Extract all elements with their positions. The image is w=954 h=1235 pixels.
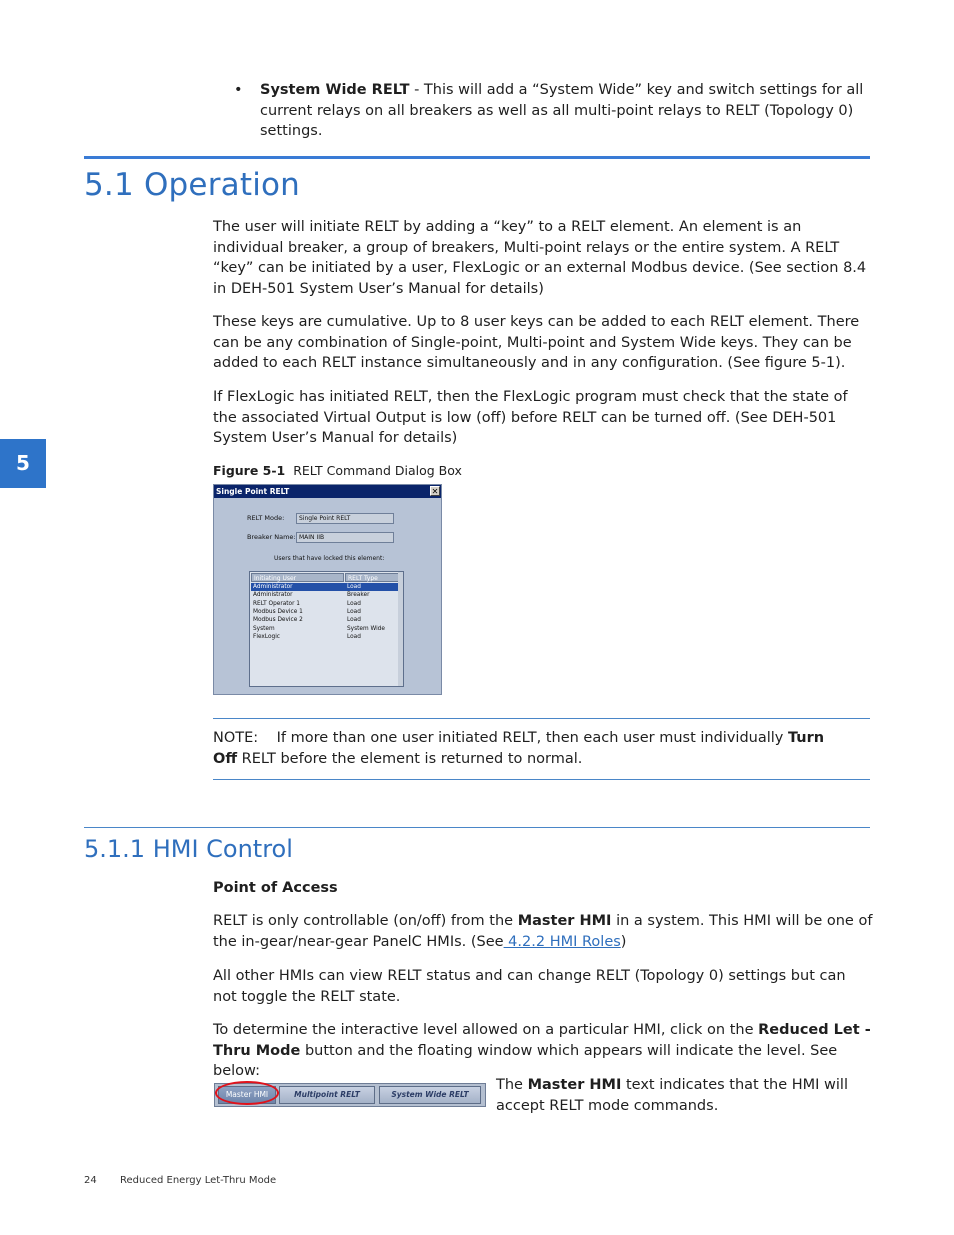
paragraph-1: The user will initiate RELT by adding a “key” to a RELT element. An element is an individual breaker, a group of breakers, Multi-point relays or the entire system. A RELT “key” can be initiated by a user, FlexLogic or an external Modbus device. (See section 8.4 in DEH-501 System User’s Manual for details) bbox=[213, 219, 867, 297]
note-text-before: If more than one user initiated RELT, then each user must individually bbox=[276, 730, 788, 746]
list-item-user: System bbox=[253, 625, 275, 632]
list-item-user: Administrator bbox=[253, 584, 293, 590]
figure-caption-text: RELT Command Dialog Box bbox=[293, 463, 462, 478]
pa-text-end: ) bbox=[620, 933, 627, 950]
pa-text-mid: in a system. This HMI will be one of the in-gear/near-gear PanelC HMIs. (See bbox=[213, 913, 873, 950]
highlight-ellipse bbox=[215, 1081, 279, 1105]
pa-bold: Master HMI bbox=[517, 913, 612, 929]
close-icon: ✕ bbox=[431, 487, 439, 496]
subsection-heading: 5.1.1 HMI Control bbox=[84, 835, 293, 863]
bullet-text: - This will add a “System Wide” key and switch settings for all current relays on all breakers as well as all multi-point relays to RELT (Topology 0) settings. bbox=[260, 82, 864, 139]
note-rule-top bbox=[213, 718, 870, 719]
list-item-type: Load bbox=[347, 584, 361, 590]
bullet-marker: • bbox=[234, 82, 243, 98]
relt-mode-label: RELT Mode: bbox=[247, 514, 285, 522]
dialog-title: Single Point RELT bbox=[214, 485, 441, 498]
list-scrollbar bbox=[398, 572, 403, 686]
pc-text-before: To determine the interactive level allowed on a particular HMI, click on the bbox=[213, 1022, 759, 1038]
master-hmi-button: Master HMI bbox=[218, 1086, 276, 1104]
users-list bbox=[249, 571, 404, 687]
pc-bold: Reduced Let - Thru Mode bbox=[213, 1022, 871, 1059]
list-item bbox=[251, 633, 403, 641]
figure-label: Figure 5-1 bbox=[213, 463, 286, 478]
paragraph-master-hmi bbox=[213, 911, 873, 952]
column-header-type: RELT Type bbox=[345, 573, 399, 582]
list-item bbox=[251, 608, 403, 616]
master-hmi-description bbox=[496, 1075, 872, 1116]
hmi-roles-link[interactable]: 4.2.2 HMI Roles bbox=[503, 933, 621, 950]
side-text-before: The bbox=[496, 1077, 528, 1093]
note-bold: Turn Off bbox=[213, 730, 825, 767]
list-item-user: RELT Operator 1 bbox=[253, 600, 300, 607]
hmi-button-strip bbox=[214, 1083, 486, 1107]
note-text-after: RELT before the element is returned to normal. bbox=[237, 750, 583, 767]
list-item bbox=[251, 591, 403, 599]
list-item-user: Modbus Device 1 bbox=[253, 608, 303, 615]
system-wide-relt-button: System Wide RELT bbox=[379, 1086, 481, 1104]
note-rule-bottom bbox=[213, 779, 870, 780]
list-item bbox=[251, 625, 403, 633]
pa-text-before: RELT is only controllable (on/off) from the bbox=[213, 913, 518, 929]
list-item-user: FlexLogic bbox=[253, 633, 280, 640]
bullet-term: System Wide RELT bbox=[260, 82, 410, 98]
multipoint-relt-button: Multipoint RELT bbox=[279, 1086, 375, 1104]
list-item bbox=[251, 583, 403, 591]
figure-caption bbox=[213, 463, 462, 478]
paragraph-3: If FlexLogic has initiated RELT, then the FlexLogic program must check that the state of the associated Virtual Output is low (off) before RELT can be turned off. (See DEH-501 System User’s Manual for details) bbox=[213, 389, 848, 446]
subsection-rule bbox=[84, 827, 870, 828]
list-item-user: Administrator bbox=[253, 592, 293, 599]
paragraph-interactive-level bbox=[213, 1020, 873, 1082]
column-header-user: Initiating User bbox=[251, 573, 344, 582]
side-text-after: text indicates that the HMI will accept RELT mode commands. bbox=[496, 1077, 848, 1114]
note-prefix: NOTE: bbox=[213, 730, 259, 746]
point-of-access-title: Point of Access bbox=[213, 880, 338, 896]
chapter-tab: 5 bbox=[0, 439, 46, 488]
list-item-type: Load bbox=[347, 600, 361, 607]
footer-title: Reduced Energy Let-Thru Mode bbox=[120, 1175, 277, 1186]
pc-text-after: button and the floating window which appears will indicate the level. See below: bbox=[213, 1042, 838, 1079]
breaker-name-field: MAIN IIB bbox=[296, 532, 394, 543]
list-item-type: Load bbox=[347, 617, 361, 624]
list-item-type: Load bbox=[347, 633, 361, 640]
section-rule bbox=[84, 156, 870, 159]
breaker-name-label: Breaker Name: bbox=[247, 533, 296, 541]
side-bold: Master HMI bbox=[527, 1077, 622, 1093]
list-caption: Users that have locked this element: bbox=[274, 555, 385, 562]
list-item bbox=[251, 600, 403, 608]
list-item-type: Load bbox=[347, 608, 361, 615]
list-item-type: System Wide bbox=[347, 625, 385, 632]
list-item bbox=[251, 616, 403, 624]
paragraph-other-hmis: All other HMIs can view RELT status and can change RELT (Topology 0) settings but can not toggle the RELT state. bbox=[213, 968, 846, 1005]
page-number: 24 bbox=[84, 1175, 97, 1186]
relt-dialog-figure bbox=[213, 484, 442, 695]
relt-mode-field: Single Point RELT bbox=[296, 513, 394, 524]
list-item-user: Modbus Device 2 bbox=[253, 617, 303, 624]
paragraph-2: These keys are cumulative. Up to 8 user keys can be added to each RELT element. There can be any combination of Single-point, Multi-point and System Wide keys. They can be added to each RELT instance simultaneously and in any configuration. (See figure 5-1). bbox=[213, 314, 860, 371]
section-heading: 5.1 Operation bbox=[84, 167, 301, 203]
list-item-type: Breaker bbox=[347, 592, 370, 599]
note-text bbox=[213, 728, 853, 769]
bullet-item bbox=[260, 80, 875, 142]
